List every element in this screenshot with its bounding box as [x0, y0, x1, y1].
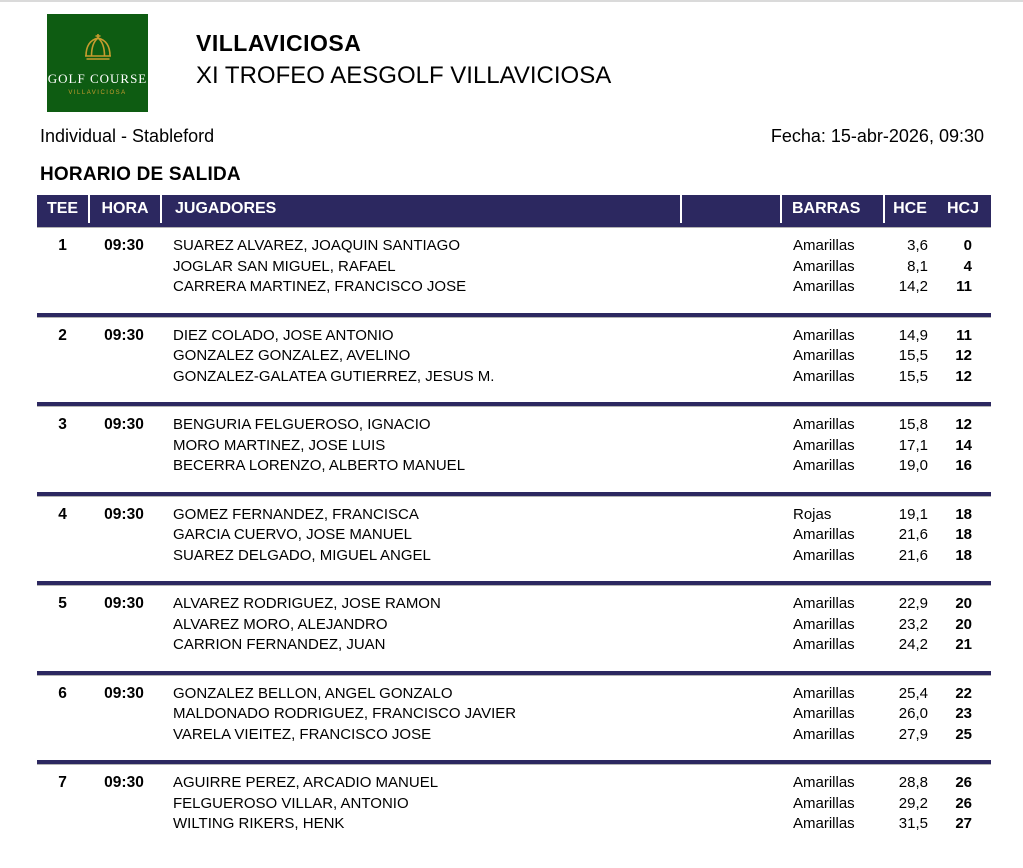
player-tees: Amarillas	[793, 347, 855, 364]
tee-time: 09:30	[104, 505, 144, 523]
player-tees: Amarillas	[793, 278, 855, 295]
player-hce: 3,6	[907, 237, 928, 254]
player-hce: 23,2	[898, 615, 928, 633]
tee-number: 4	[58, 505, 67, 523]
player-hce: 19,0	[898, 457, 928, 474]
player-hcj: 18	[955, 546, 972, 564]
player-hcj: 27	[955, 815, 972, 832]
title-block	[196, 30, 611, 90]
player-name: GONZALEZ BELLON, ANGEL GONZALO	[173, 684, 453, 702]
player-hce: 17,1	[898, 436, 928, 454]
player-name: SUAREZ DELGADO, MIGUEL ANGEL	[173, 546, 431, 564]
player-hce: 27,9	[898, 725, 928, 743]
player-name: FELGUEROSO VILLAR, ANTONIO	[173, 794, 409, 812]
player-hce: 8,1	[907, 257, 928, 275]
player-hcj: 4	[963, 257, 972, 275]
player-hce: 21,6	[898, 526, 928, 543]
tee-number: 7	[58, 774, 67, 791]
player-name: WILTING RIKERS, HENK	[173, 815, 345, 832]
tee-time: 09:30	[104, 416, 144, 433]
player-hcj: 23	[955, 705, 972, 722]
player-hce: 14,2	[898, 278, 928, 295]
logo-text-villaviciosa: VILLAVICIOSA	[68, 90, 127, 96]
player-hcj: 20	[955, 595, 972, 612]
page-header	[0, 2, 1023, 112]
player-tees: Amarillas	[793, 546, 855, 564]
player-name: DIEZ COLADO, JOSE ANTONIO	[173, 326, 394, 344]
player-hce: 15,5	[898, 347, 928, 364]
crown-icon	[77, 30, 119, 67]
player-hce: 15,5	[898, 367, 928, 385]
player-tees: Amarillas	[793, 257, 855, 275]
player-tees: Rojas	[793, 505, 832, 523]
player-hcj: 20	[955, 615, 972, 633]
player-tees: Amarillas	[793, 457, 855, 474]
tee-group-rows	[37, 318, 991, 403]
section-title: HORARIO DE SALIDA	[40, 164, 241, 185]
column-header-hcj: HCJ	[946, 200, 979, 217]
tee-number: 6	[58, 684, 67, 702]
player-hce: 26,0	[898, 705, 928, 722]
player-tees: Amarillas	[793, 595, 855, 612]
tee-group-3	[37, 402, 991, 492]
competition-format: Individual - Stableford	[40, 126, 215, 146]
tee-group-2	[37, 313, 991, 403]
player-hce: 21,6	[898, 546, 928, 564]
player-hcj: 18	[955, 526, 972, 543]
player-tees: Amarillas	[793, 794, 855, 812]
column-header-barras: BARRAS	[780, 195, 883, 223]
player-name: CARRION FERNANDEZ, JUAN	[173, 636, 386, 653]
player-hce: 24,2	[898, 636, 928, 653]
tee-group-rows	[37, 407, 991, 492]
player-hcj: 25	[955, 725, 972, 743]
player-name: SUAREZ ALVAREZ, JOAQUIN SANTIAGO	[173, 237, 460, 254]
player-hcj: 0	[963, 237, 972, 254]
tee-time: 09:30	[104, 595, 144, 612]
player-hce: 22,9	[898, 595, 928, 612]
player-name: JOGLAR SAN MIGUEL, RAFAEL	[173, 257, 396, 275]
player-name: GONZALEZ GONZALEZ, AVELINO	[173, 347, 411, 364]
player-hce: 31,5	[898, 815, 928, 832]
player-name: ALVAREZ RODRIGUEZ, JOSE RAMON	[173, 595, 441, 612]
tee-group-rows	[37, 676, 991, 761]
tee-number: 2	[58, 326, 67, 344]
player-tees: Amarillas	[793, 237, 855, 254]
player-hcj: 12	[955, 367, 972, 385]
player-name: BECERRA LORENZO, ALBERTO MANUEL	[173, 457, 466, 474]
player-hcj: 16	[955, 457, 972, 474]
player-tees: Amarillas	[793, 416, 855, 433]
club-logo	[47, 14, 148, 112]
player-hcj: 26	[955, 794, 972, 812]
column-header-tee: TEE	[46, 200, 79, 217]
player-name: CARRERA MARTINEZ, FRANCISCO JOSE	[173, 278, 467, 295]
player-hcj: 22	[955, 684, 972, 702]
player-tees: Amarillas	[793, 774, 855, 791]
player-name: MORO MARTINEZ, JOSE LUIS	[173, 436, 386, 454]
info-row	[40, 126, 984, 147]
player-hce: 28,8	[898, 774, 928, 791]
tee-group-rows	[37, 586, 991, 671]
player-name: GARCIA CUERVO, JOSE MANUEL	[173, 526, 412, 543]
table-header-row	[37, 195, 991, 223]
player-hcj: 18	[955, 505, 972, 523]
tee-time: 09:30	[104, 684, 144, 702]
player-name: AGUIRRE PEREZ, ARCADIO MANUEL	[173, 774, 439, 791]
player-hce: 25,4	[898, 684, 928, 702]
player-tees: Amarillas	[793, 684, 855, 702]
tee-number: 3	[58, 416, 67, 433]
player-hcj: 21	[955, 636, 972, 653]
tee-group-rows	[37, 765, 991, 850]
player-name: MALDONADO RODRIGUEZ, FRANCISCO JAVIER	[173, 705, 517, 722]
tee-group-rows	[37, 228, 991, 313]
column-header-jugadores: JUGADORES	[160, 195, 680, 223]
tee-number: 1	[58, 237, 67, 254]
player-hcj: 12	[955, 347, 972, 364]
startlist-table	[37, 195, 991, 850]
player-tees: Amarillas	[793, 436, 855, 454]
club-title: VILLAVICIOSA	[196, 30, 362, 56]
player-name: ALVAREZ MORO, ALEJANDRO	[173, 615, 388, 633]
player-hcj: 12	[955, 416, 972, 433]
tournament-title: XI TROFEO AESGOLF VILLAVICIOSA	[196, 62, 612, 89]
player-hcj: 14	[955, 436, 972, 454]
player-hce: 19,1	[898, 505, 928, 523]
tee-group-4	[37, 492, 991, 582]
player-name: BENGURIA FELGUEROSO, IGNACIO	[173, 416, 431, 433]
column-header-hora: HORA	[88, 195, 160, 223]
logo-text-golf-course: GOLF COURSE	[47, 71, 148, 86]
player-name: GONZALEZ-GALATEA GUTIERREZ, JESUS M.	[173, 367, 495, 385]
player-hcj: 26	[955, 774, 972, 791]
tee-group-rows	[37, 497, 991, 582]
tee-group-1	[37, 223, 991, 313]
player-name: GOMEZ FERNANDEZ, FRANCISCA	[173, 505, 419, 523]
player-tees: Amarillas	[793, 815, 855, 832]
player-tees: Amarillas	[793, 725, 855, 743]
player-hce: 15,8	[898, 416, 928, 433]
competition-date: Fecha: 15-abr-2026, 09:30	[770, 126, 984, 146]
player-tees: Amarillas	[793, 705, 855, 722]
tee-group-7	[37, 760, 991, 850]
player-hce: 14,9	[898, 326, 928, 344]
player-hcj: 11	[956, 326, 972, 344]
tee-time: 09:30	[104, 326, 144, 344]
player-tees: Amarillas	[793, 326, 855, 344]
player-tees: Amarillas	[793, 526, 855, 543]
player-tees: Amarillas	[793, 367, 855, 385]
tee-number: 5	[58, 595, 67, 612]
player-name: VARELA VIEITEZ, FRANCISCO JOSE	[173, 725, 432, 743]
tee-time: 09:30	[104, 237, 144, 254]
player-hcj: 11	[956, 278, 972, 295]
player-tees: Amarillas	[793, 636, 855, 653]
tee-group-5	[37, 581, 991, 671]
column-header-empty	[680, 195, 780, 223]
column-header-hce: HCE	[883, 195, 935, 223]
player-hce: 29,2	[898, 794, 928, 812]
tee-time: 09:30	[104, 774, 144, 791]
tee-group-6	[37, 671, 991, 761]
player-tees: Amarillas	[793, 615, 855, 633]
